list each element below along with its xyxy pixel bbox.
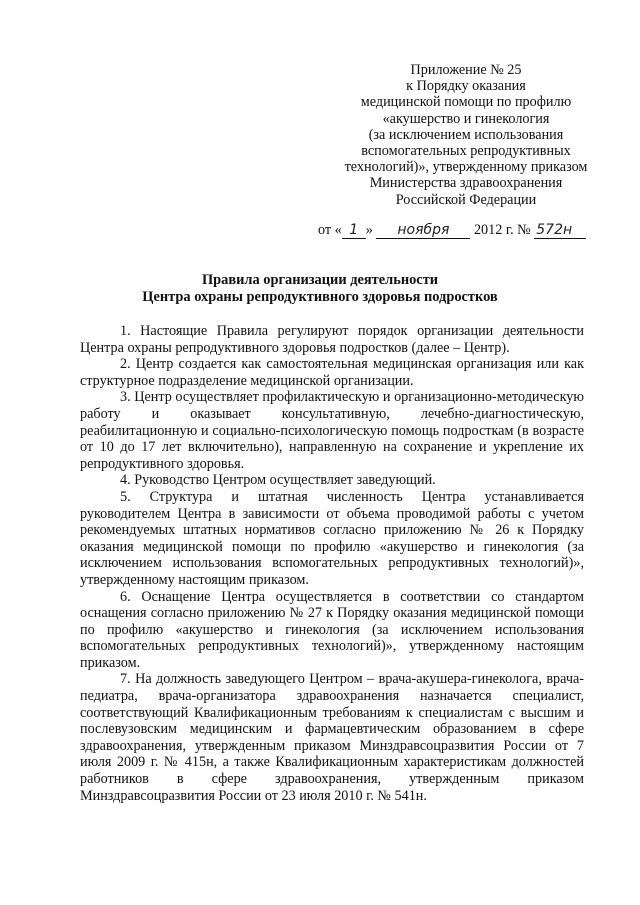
paragraph: 2. Центр создается как самостоятельная медицинская организация или как структурное подразделение медицинской организации. <box>80 356 584 389</box>
header-line: Российской Федерации <box>395 191 537 208</box>
paragraph: 7. На должность заведующего Центром – врача-акушера-гинеколога, врача-педиатра, врача-организатора здравоохранения назначается специалист, соответствующий Квалификационным требованиям к специалистам с высшим и послевузовским медицинским и фармацевтическим образованием в сфере здравоохранения, утвержденным приказом Минздравсоцразвития России от 7 июля 2009 г. № 415н, а также Квалификационным характеристикам должностей работников в сфере здравоохранения, утвержденным приказом Минздравсоцразвития России от 23 июля 2010 г. № 541н. <box>80 671 584 804</box>
paragraph: 1. Настоящие Правила регулируют порядок организации деятельности Центра охраны репродуктивного здоровья подростков (далее – Центр). <box>80 323 584 356</box>
paragraph: 4. Руководство Центром осуществляет заведующий. <box>120 472 436 489</box>
document-body <box>80 323 584 804</box>
paragraph: 6. Оснащение Центра осуществляется в соответствии со стандартом оснащения согласно приложению № 27 к Порядку оказания медицинской помощи по профилю «акушерство и гинекология (за исключением использования вспомогательных репродуктивных технологий)», утвержденному настоящим приказом. <box>80 588 584 671</box>
appendix-header <box>326 62 606 208</box>
header-line: вспомогательных репродуктивных <box>361 143 571 160</box>
order-month-handwritten: ноября <box>376 222 470 239</box>
paragraph: 3. Центр осуществляет профилактическую и организационно-методическую работу и оказывает консультативную, лечебно-диагностическую, реабилитационную и социально-психологическую помощь подросткам (в возрасте от 10 до 17 лет включительно), направленную на сохранение и укрепление их репродуктивного здоровья. <box>80 389 584 472</box>
header-line: (за исключением использования <box>368 126 564 143</box>
title-line-2: Центра охраны репродуктивного здоровья подростков <box>142 289 498 305</box>
header-line: Министерства здравоохранения <box>369 175 563 192</box>
order-number-handwritten: 572н <box>534 222 586 239</box>
document-title <box>60 272 580 306</box>
paragraph: 5. Структура и штатная численность Центра устанавливается руководителем Центра в зависимости от объема проводимой работы с учетом рекомендуемых штатных нормативов согласно приложению № 26 к Порядку оказания медицинской помощи по профилю «акушерство и гинекология (за исключением использования вспомогательных репродуктивных технологий)», утвержденному настоящим приказом. <box>80 488 584 588</box>
header-line: «акушерство и гинекология <box>382 110 550 127</box>
order-prefix: от « <box>318 222 342 238</box>
order-reference <box>318 222 586 239</box>
order-mid: » <box>365 222 373 238</box>
order-day-handwritten: 1 <box>342 222 366 239</box>
title-line-1: Правила организации деятельности <box>201 272 439 288</box>
header-line: технологий)», утвержденному приказом <box>344 159 588 176</box>
order-year: 2012 г. № <box>473 222 531 238</box>
header-line: медицинской помощи по профилю <box>360 94 572 111</box>
header-line: к Порядку оказания <box>406 78 526 95</box>
header-line: Приложение № 25 <box>410 62 522 78</box>
